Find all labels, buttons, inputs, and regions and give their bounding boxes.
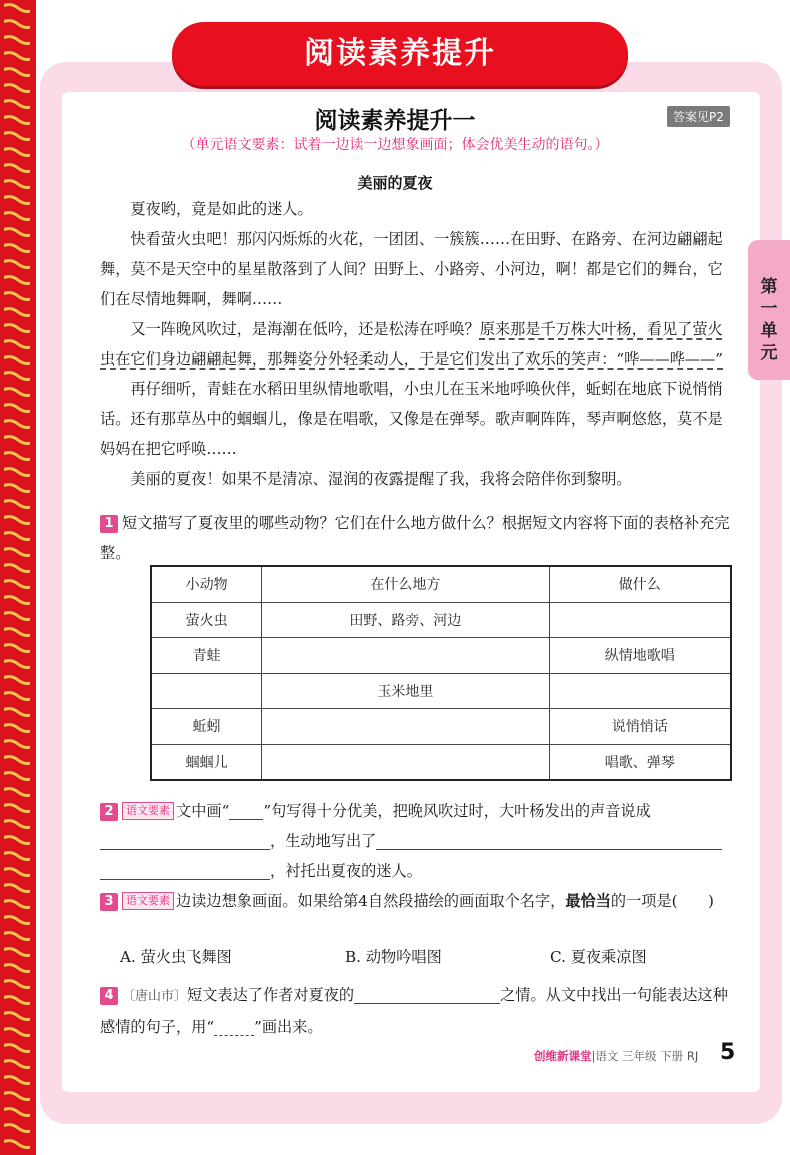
table-row bbox=[151, 602, 731, 638]
answer-blank[interactable] bbox=[100, 831, 270, 850]
table-row bbox=[151, 638, 731, 674]
question-3-emphasis: 最恰当 bbox=[565, 892, 611, 910]
question-3-text-b: 的一项是( ) bbox=[610, 892, 714, 910]
question-number-badge: 3 bbox=[100, 893, 118, 911]
option-a[interactable]: A. 萤火虫飞舞图 bbox=[120, 948, 232, 966]
question-4-text-c: ”画出来。 bbox=[254, 1018, 323, 1036]
story-paragraph-2: 快看萤火虫吧！那闪闪烁烁的火花，一团团、一簇簇……在田野、在路旁、在河边翩翩起舞，莫不是天空中的星星散落到了人间？田野上、小路旁、小河边，啊！都是它们的舞台，它们在尽情地舞啊，舞啊…… bbox=[100, 230, 723, 308]
option-c[interactable]: C. 夏夜乘凉图 bbox=[550, 948, 647, 966]
header-banner-title: 阅读素养提升 bbox=[304, 36, 496, 71]
table-cell-blank[interactable] bbox=[262, 744, 549, 780]
question-number-badge: 4 bbox=[100, 987, 118, 1005]
unit-side-tab bbox=[748, 240, 790, 380]
table-header-row bbox=[151, 566, 731, 602]
underline-marker-sample bbox=[214, 1017, 254, 1036]
question-2-text-b: ”句写得十分优美，把晚风吹过时，大叶杨发出的声音说成 bbox=[263, 802, 651, 820]
table-cell-blank[interactable] bbox=[151, 673, 262, 709]
question-3 bbox=[100, 886, 736, 916]
table-header-cell: 在什么地方 bbox=[262, 566, 549, 602]
story-paragraph-3 bbox=[100, 314, 736, 374]
story-paragraph-4: 再仔细听，青蛙在水稻田里纵情地歌唱，小虫儿在玉米地呼唤伙伴，蚯蚓在地底下说悄悄话。还有那草丛中的蝈蝈儿，像是在唱歌，又像是在弹琴。歌声啊阵阵，琴声啊悠悠，莫不是妈妈在把它呼唤…… bbox=[100, 380, 723, 458]
table-header-cell: 做什么 bbox=[549, 566, 731, 602]
section-subtitle: （单元语文要素：试着一边读一边想象画面；体会优美生动的语句。） bbox=[181, 137, 609, 153]
answer-blank[interactable] bbox=[354, 985, 500, 1004]
page-footer bbox=[534, 1048, 698, 1064]
table-cell: 纵情地歌唱 bbox=[549, 638, 731, 674]
unit-side-tab-label: 第一单元 bbox=[760, 277, 778, 363]
story-underlined-sentence: 原来那是千万株大叶杨，看见了萤火虫在它们身边翩翩起舞，那舞姿分外轻柔动人，于是它们发出了欢乐的笑声：“哗——哗——” bbox=[100, 320, 724, 368]
question-number-badge: 2 bbox=[100, 803, 118, 821]
story-paragraph-3-part-a: 又一阵晚风吹过，是海潮在低吟，还是松涛在呼唤？ bbox=[130, 320, 480, 338]
question-4-text-b: 之情。从文中找出一句能表达这种感情的句子，用“ bbox=[100, 986, 728, 1036]
story-body bbox=[100, 194, 736, 494]
option-b[interactable]: B. 动物吟唱图 bbox=[345, 948, 442, 966]
question-1-text: 短文描写了夏夜里的哪些动物？它们在什么地方做什么？根据短文内容将下面的表格补充完整。 bbox=[100, 514, 730, 562]
footer-brand: 创维新课堂 bbox=[534, 1049, 592, 1063]
page-number: 5 bbox=[720, 1040, 736, 1065]
section-title: 阅读素养提升一 bbox=[314, 108, 476, 134]
table-cell: 玉米地里 bbox=[262, 673, 549, 709]
animal-table bbox=[150, 565, 732, 781]
table-cell: 蝈蝈儿 bbox=[151, 744, 262, 780]
table-cell: 萤火虫 bbox=[151, 602, 262, 638]
table-cell: 田野、路旁、河边 bbox=[262, 602, 549, 638]
table-row bbox=[151, 744, 731, 780]
table-cell-blank[interactable] bbox=[549, 673, 731, 709]
question-tag: 语文要素 bbox=[122, 802, 174, 820]
table-cell-blank[interactable] bbox=[262, 638, 549, 674]
story-title: 美丽的夏夜 bbox=[357, 174, 433, 192]
question-3-text-a: 边读边想象画面。如果给第4自然段描绘的画面取个名字， bbox=[176, 892, 566, 910]
table-row bbox=[151, 673, 731, 709]
story-paragraph-1: 夏夜哟，竟是如此的迷人。 bbox=[130, 200, 313, 218]
question-2-text-d: ，衬托出夏夜的迷人。 bbox=[270, 862, 422, 880]
answer-blank[interactable] bbox=[229, 801, 263, 820]
answer-blank[interactable] bbox=[100, 861, 270, 880]
story-paragraph-5: 美丽的夏夜！如果不是清凉、湿润的夜露提醒了我，我将会陪伴你到黎明。 bbox=[130, 470, 632, 488]
question-4-text-a: 短文表达了作者对夏夜的 bbox=[187, 986, 355, 1004]
header-banner bbox=[172, 22, 628, 86]
question-tag: 语文要素 bbox=[122, 892, 174, 910]
question-number-badge: 1 bbox=[100, 515, 118, 533]
question-2-text-a: 文中画“ bbox=[176, 802, 230, 820]
table-cell: 蚯蚓 bbox=[151, 709, 262, 745]
question-2 bbox=[100, 796, 736, 886]
table-header-cell: 小动物 bbox=[151, 566, 262, 602]
table-cell-blank[interactable] bbox=[262, 709, 549, 745]
answer-blank[interactable] bbox=[376, 831, 722, 850]
table-cell: 唱歌、弹琴 bbox=[549, 744, 731, 780]
question-1 bbox=[100, 508, 736, 568]
question-4 bbox=[100, 980, 736, 1042]
table-cell: 青蛙 bbox=[151, 638, 262, 674]
answer-reference-badge: 答案见P2 bbox=[667, 106, 730, 127]
footer-meta: |语文 三年级 下册 RJ bbox=[591, 1049, 699, 1063]
table-row bbox=[151, 709, 731, 745]
table-cell-blank[interactable] bbox=[549, 602, 731, 638]
question-source-tag: 〔唐山市〕 bbox=[122, 989, 188, 1004]
question-2-text-c: ，生动地写出了 bbox=[270, 832, 377, 850]
table-cell: 说悄悄话 bbox=[549, 709, 731, 745]
